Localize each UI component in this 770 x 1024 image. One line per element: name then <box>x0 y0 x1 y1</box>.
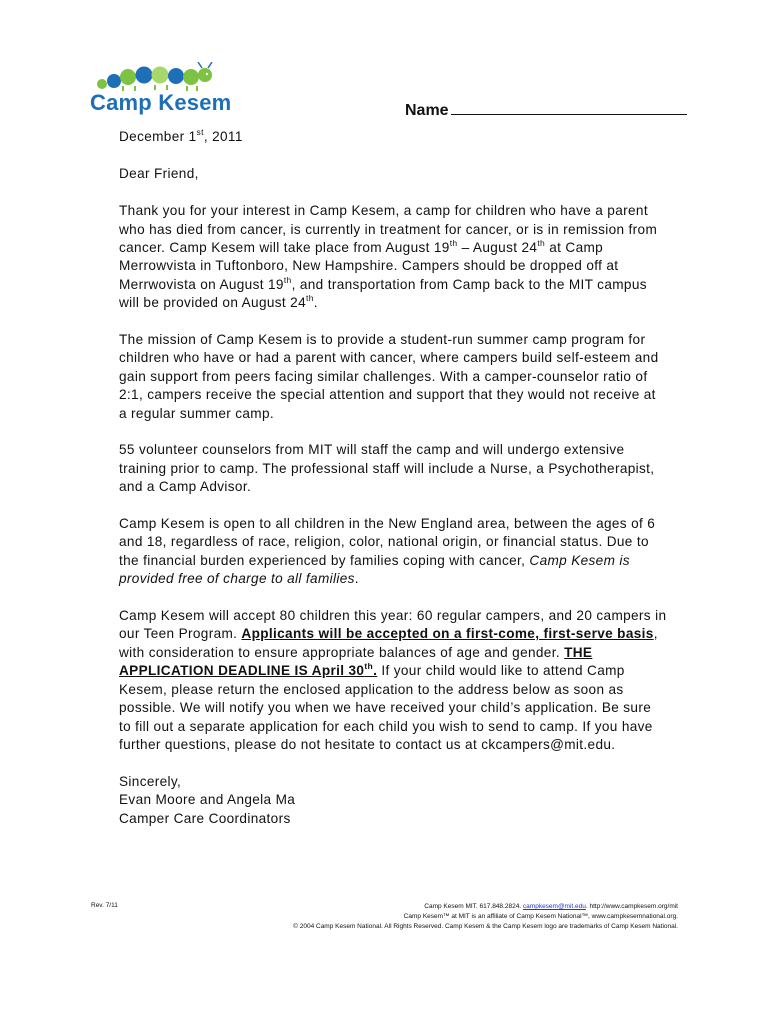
name-field <box>405 102 687 120</box>
closing: Sincerely, <box>119 773 182 789</box>
footer-line-1: Camp Kesem MIT. 617.848.2824. campkesem@mit.edu. http://www.campkesem.org/mit <box>424 903 678 910</box>
name-label: Name <box>405 102 449 119</box>
logo-wordmark: Camp Kesem <box>90 90 232 115</box>
paragraph-intro: Thank you for your interest in Camp Kesem, a camp for children who have a parent who has died from cancer, is currently in treatment for cancer, or is in remission from cancer. Camp Kesem will take place from August 19th – August 24th at Camp Merrowvista in Tuftonboro, New Hampshire. Campers should be dropped off at Merrwovista on August 19th, and transportation from Camp back to the MIT campus will be provided on August 24th. <box>119 203 658 311</box>
letter-body <box>119 128 667 828</box>
revision-label: Rev. 7/11 <box>91 902 118 909</box>
email-link[interactable]: campkesem@mit.edu <box>522 903 586 910</box>
footer-line-2: Camp Kesem™ at MIT is an affiliate of Camp Kesem National™, www.campkesemnational.org. <box>403 913 678 920</box>
footer-line-3: © 2004 Camp Kesem National. All Rights Reserved. Camp Kesem & the Camp Kesem logo are trademarks of Camp Kesem National. <box>293 923 678 930</box>
signer-title: Camper Care Coordinators <box>119 810 291 826</box>
signers: Evan Moore and Angela Ma <box>119 792 296 808</box>
signature-block <box>119 773 667 828</box>
letter-date: December 1st, 2011 <box>119 127 243 144</box>
paragraph-application: Camp Kesem will accept 80 children this year: 60 regular campers, and 20 campers in our Teen Program. Applicants will be accepted on a first-come, first-serve basis, with consideration to ensure appropriate balances of age and gender. THE APPLICATION DEADLINE IS April 30th. If your child would like to attend Camp Kesem, please return the enclosed application to the address below as soon as possible. We will notify you when we have received your child’s application. Be sure to fill out a separate application for each child you wish to send to camp. If you have further questions, please do not hesitate to contact us at ckcampers@mit.edu. <box>119 608 667 752</box>
paragraph-mission: The mission of Camp Kesem is to provide a student-run summer camp program for children who have or had a parent with cancer, where campers build self-esteem and gain support from peers facing similar challenges. With a camper-counselor ratio of 2:1, campers receive the special attention and support that they would not receive at a regular summer camp. <box>119 332 659 421</box>
footer-contact <box>293 902 678 932</box>
salutation: Dear Friend, <box>119 166 199 182</box>
deadline-notice: THE APPLICATION DEADLINE IS April 30th. <box>119 644 593 679</box>
paragraph-staff: 55 volunteer counselors from MIT will staff the camp and will undergo extensive training prior to camp. The professional staff will include a Nurse, a Psychotherapist, and a Camp Advisor. <box>119 442 655 495</box>
name-blank-line <box>451 102 687 115</box>
camp-kesem-logo <box>88 62 232 118</box>
first-come-notice: Applicants will be accepted on a first-come, first-serve basis <box>241 626 654 642</box>
free-of-charge-note: Camp Kesem is provided free of charge to all families <box>119 552 630 587</box>
paragraph-eligibility: Camp Kesem is open to all children in the New England area, between the ages of 6 and 18, regardless of race, religion, color, national origin, or financial status. Due to the financial burden experienced by families coping with cancer, Camp Kesem is provided free of charge to all families. <box>119 516 656 587</box>
